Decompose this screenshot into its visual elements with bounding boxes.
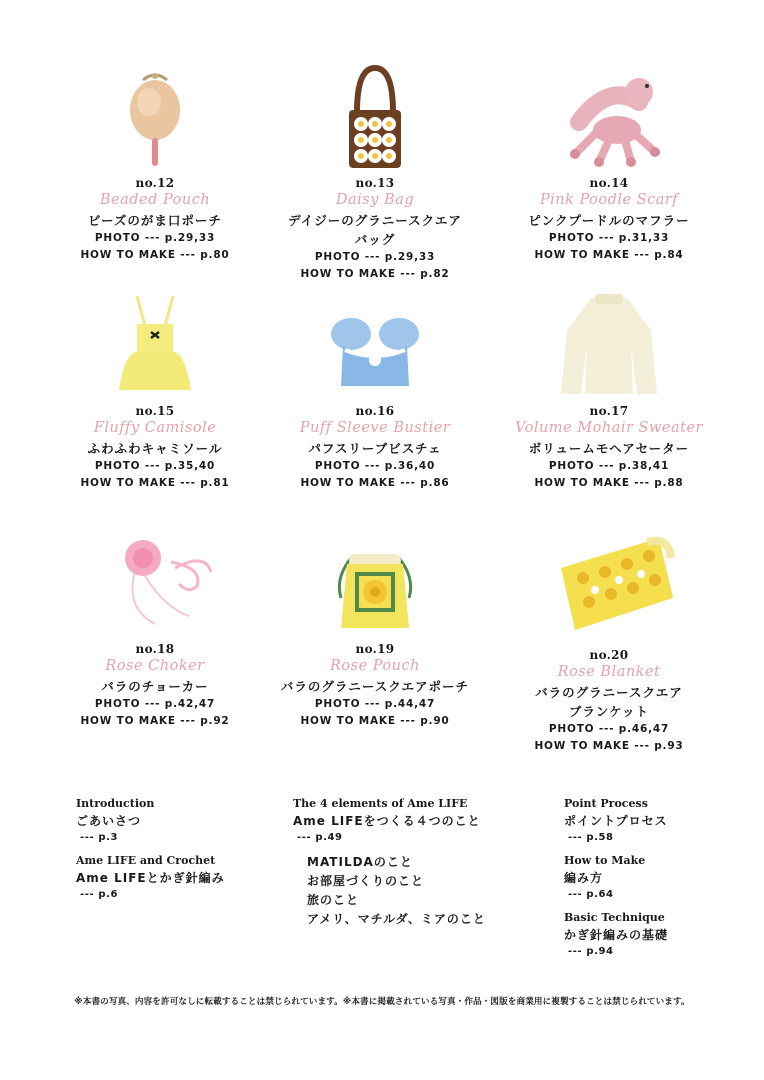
photo-ref: PHOTO --- p.46,47 <box>548 723 670 735</box>
item-japanese-title: ビーズのがま口ポーチ <box>88 213 222 228</box>
toc-entry-en: Point Process <box>564 797 648 810</box>
toc-entry-jp: Ame LIFEをつくる４つのこと <box>293 814 481 828</box>
toc-entry-jp: かぎ針編みの基礎 <box>564 928 669 942</box>
item-number: no.20 <box>589 648 629 662</box>
item-japanese-title: ふわふわキャミソール <box>87 441 223 456</box>
toc-entry-page: --- p.64 <box>568 889 614 900</box>
item-english-title: Fluffy Camisole <box>93 420 217 436</box>
item-number: no.12 <box>135 176 175 190</box>
item-number: no.19 <box>355 642 395 656</box>
product-item-18[interactable] <box>35 528 275 730</box>
copyright-notice: ※本書の写真、内容を許可なしに転載することは禁じられています。※本書に掲載されている写真・作品・図版を商業用に複製することは禁じられています。 <box>74 997 690 1007</box>
item-english-title: Beaded Pouch <box>99 192 211 208</box>
toc-entry-en: The 4 elements of Ame LIFE <box>293 797 468 810</box>
toc-sub-item[interactable]: お部屋づくりのこと <box>307 874 425 888</box>
toc-sub-list <box>293 853 486 929</box>
how-to-make-ref: HOW TO MAKE --- p.88 <box>534 477 684 489</box>
photo-ref: PHOTO --- p.38,41 <box>548 460 670 472</box>
item-number: no.15 <box>135 404 175 418</box>
toc-entry-page: --- p.3 <box>80 832 119 843</box>
poodle-scarf-icon <box>539 62 679 172</box>
toc-column-3 <box>564 796 668 967</box>
toc-entry-introduction[interactable] <box>76 796 225 845</box>
product-item-19[interactable] <box>255 528 495 730</box>
toc-entry-en: Basic Technique <box>564 911 665 924</box>
item-japanese-title: パフスリーブビスチェ <box>308 441 442 456</box>
rose-blanket-icon <box>539 528 679 638</box>
photo-ref: PHOTO --- p.36,40 <box>314 460 436 472</box>
toc-entry-page: --- p.94 <box>568 946 614 957</box>
toc-entry-jp: 編み方 <box>564 871 604 885</box>
item-japanese-title: ボリュームモヘアセーター <box>528 441 690 456</box>
sweater-icon <box>539 290 679 400</box>
item-number: no.16 <box>355 404 395 418</box>
photo-ref: PHOTO --- p.29,33 <box>314 251 436 263</box>
item-japanese-title-line1: デイジーのグラニースクエア <box>288 213 462 228</box>
product-item-17[interactable] <box>489 290 729 492</box>
photo-ref: PHOTO --- p.42,47 <box>94 698 216 710</box>
toc-entry-page: --- p.49 <box>297 832 343 843</box>
toc-entry-4-elements[interactable] <box>293 796 486 845</box>
toc-sub-item[interactable]: アメリ、マチルダ、ミアのこと <box>307 912 486 926</box>
beaded-pouch-icon <box>85 62 225 172</box>
item-english-title: Pink Poodle Scarf <box>539 192 679 208</box>
rose-choker-icon <box>85 528 225 638</box>
how-to-make-ref: HOW TO MAKE --- p.80 <box>80 249 230 261</box>
item-english-title: Rose Pouch <box>330 658 420 674</box>
item-english-title: Rose Choker <box>105 658 205 674</box>
product-item-20[interactable] <box>489 528 729 755</box>
product-item-13[interactable] <box>255 62 495 283</box>
toc-entry-jp: Ame LIFEとかぎ針編み <box>76 871 225 885</box>
how-to-make-ref: HOW TO MAKE --- p.93 <box>534 740 684 752</box>
item-english-title: Daisy Bag <box>335 192 415 208</box>
bustier-icon <box>305 290 445 400</box>
photo-ref: PHOTO --- p.35,40 <box>94 460 216 472</box>
toc-sub-item[interactable]: 旅のこと <box>307 893 360 907</box>
photo-ref: PHOTO --- p.44,47 <box>314 698 436 710</box>
how-to-make-ref: HOW TO MAKE --- p.81 <box>80 477 230 489</box>
toc-entry-page: --- p.6 <box>80 889 119 900</box>
item-english-title: Puff Sleeve Bustier <box>299 420 451 436</box>
product-item-14[interactable] <box>489 62 729 264</box>
how-to-make-ref: HOW TO MAKE --- p.84 <box>534 249 684 261</box>
item-japanese-title-line2: ブランケット <box>568 704 650 719</box>
toc-entry-jp: ポイントプロセス <box>564 814 668 828</box>
toc-entry-en: Ame LIFE and Crochet <box>76 854 216 867</box>
photo-ref: PHOTO --- p.29,33 <box>94 232 216 244</box>
product-item-15[interactable] <box>35 290 275 492</box>
item-number: no.17 <box>589 404 629 418</box>
how-to-make-ref: HOW TO MAKE --- p.90 <box>300 715 450 727</box>
item-japanese-title: ピンクプードルのマフラー <box>528 213 690 228</box>
how-to-make-ref: HOW TO MAKE --- p.86 <box>300 477 450 489</box>
toc-entry-ame-life-crochet[interactable] <box>76 853 225 902</box>
camisole-icon <box>85 290 225 400</box>
item-number: no.14 <box>589 176 629 190</box>
toc-column-2 <box>293 796 486 929</box>
product-item-16[interactable] <box>255 290 495 492</box>
toc-entry-en: How to Make <box>564 854 646 867</box>
toc-entry-en: Introduction <box>76 797 155 810</box>
how-to-make-ref: HOW TO MAKE --- p.92 <box>80 715 230 727</box>
how-to-make-ref: HOW TO MAKE --- p.82 <box>300 268 450 280</box>
toc-entry-point-process[interactable] <box>564 796 668 845</box>
item-number: no.13 <box>355 176 395 190</box>
item-japanese-title-line2: バッグ <box>354 232 396 247</box>
toc-entry-basic-technique[interactable] <box>564 910 668 959</box>
toc-entry-how-to-make[interactable] <box>564 853 668 902</box>
item-japanese-title: バラのチョーカー <box>101 679 209 694</box>
rose-pouch-icon <box>305 528 445 638</box>
photo-ref: PHOTO --- p.31,33 <box>548 232 670 244</box>
product-item-12[interactable] <box>35 62 275 264</box>
item-number: no.18 <box>135 642 175 656</box>
item-english-title: Volume Mohair Sweater <box>515 420 703 436</box>
toc-column-1 <box>76 796 225 910</box>
item-japanese-title-line1: バラのグラニースクエア <box>535 685 683 700</box>
item-japanese-title: バラのグラニースクエアポーチ <box>280 679 470 694</box>
item-english-title: Rose Blanket <box>557 664 661 680</box>
daisy-bag-icon <box>305 62 445 172</box>
toc-entry-page: --- p.58 <box>568 832 614 843</box>
toc-sub-item[interactable]: MATILDAのこと <box>307 855 413 869</box>
toc-entry-jp: ごあいさつ <box>76 814 142 828</box>
